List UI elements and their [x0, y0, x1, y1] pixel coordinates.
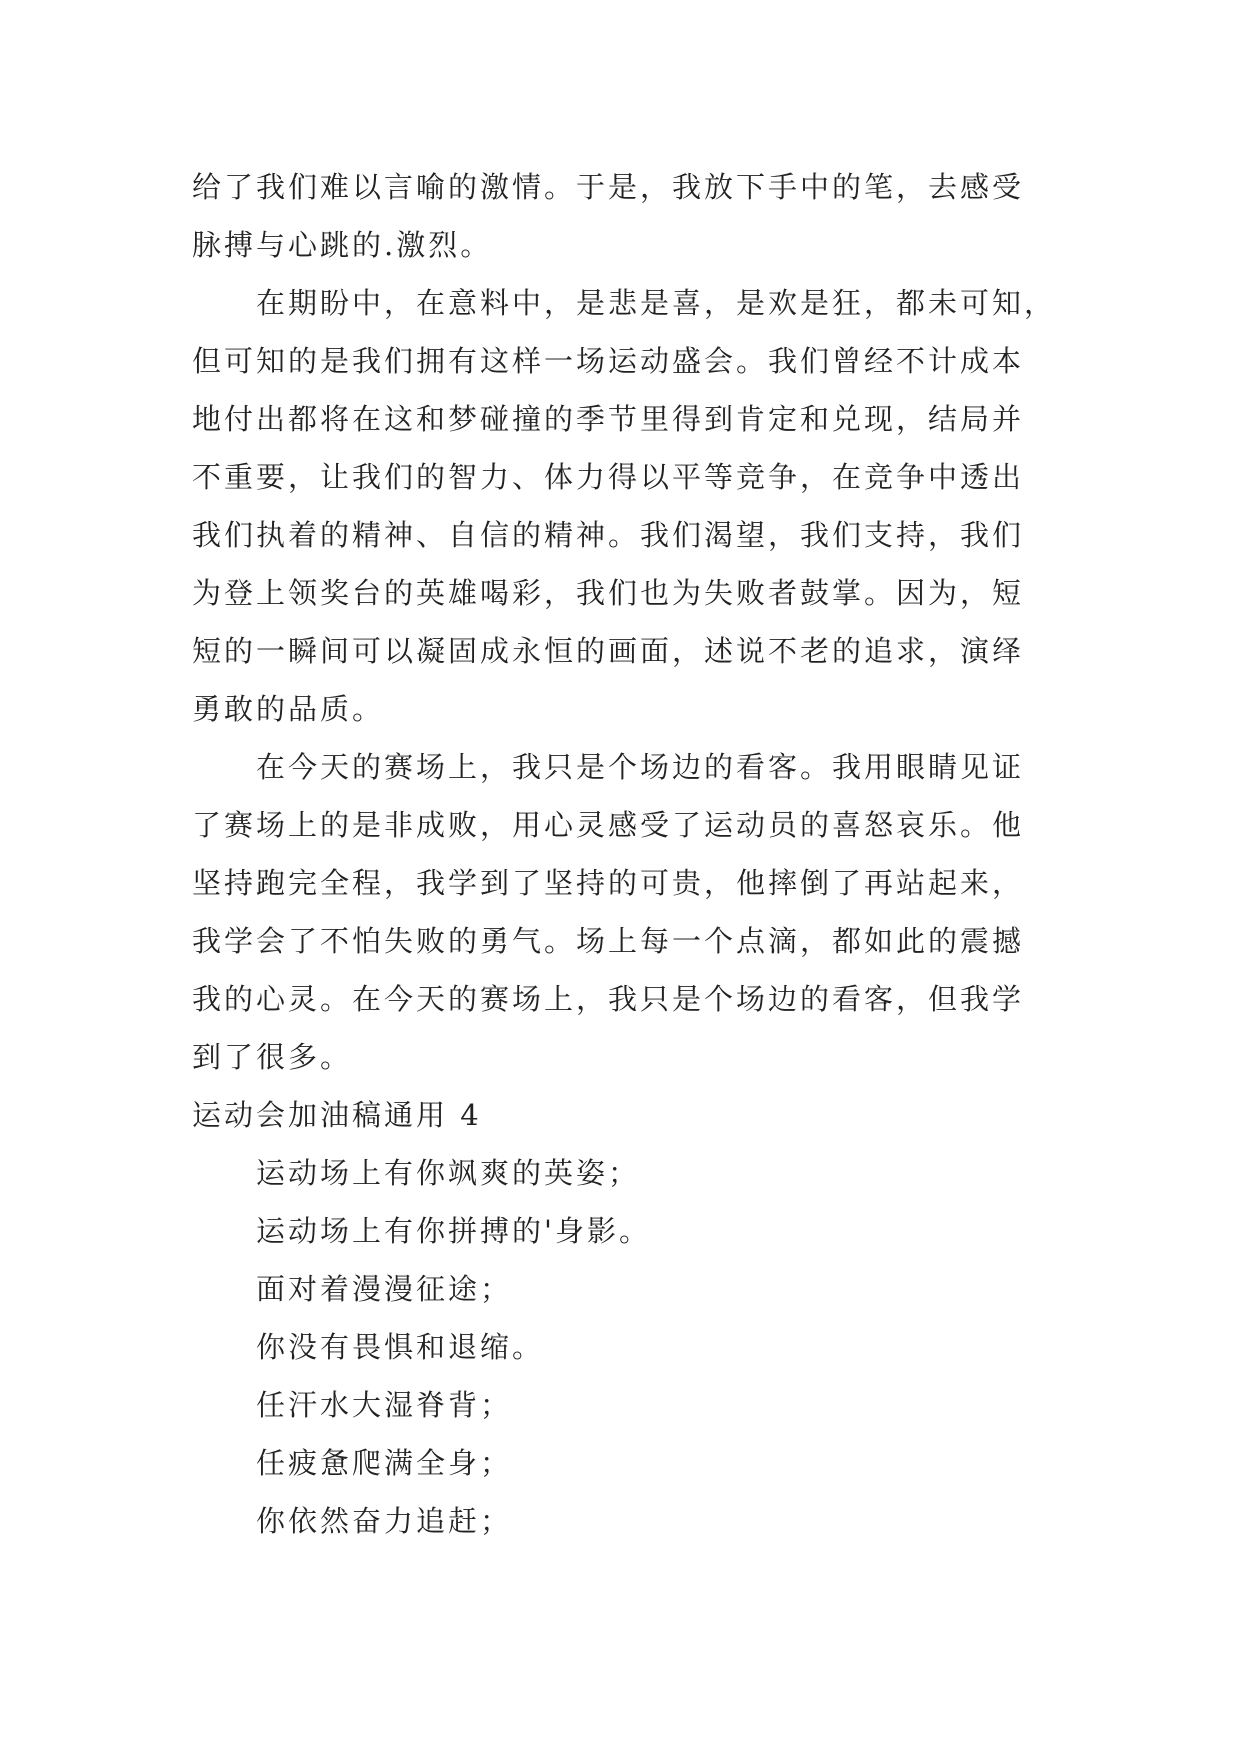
poem-line: 运动场上有你拼搏的'身影。: [256, 1214, 651, 1248]
poem-line: 面对着漫漫征途；: [256, 1272, 513, 1306]
poem-line: 你没有畏惧和退缩。: [256, 1330, 545, 1364]
poem-line: 你依然奋力追赶；: [256, 1504, 513, 1538]
poem-line: 运动场上有你飒爽的英姿；: [256, 1156, 641, 1190]
paragraph-line: 为登上领奖台的英雄喝彩，我们也为失败者鼓掌。因为，短: [192, 576, 1025, 610]
poem-line: 任疲惫爬满全身；: [256, 1446, 513, 1480]
section-heading: 运动会加油稿通用 4: [192, 1098, 482, 1132]
paragraph-line: 给了我们难以言喻的激情。于是，我放下手中的笔，去感受: [192, 170, 1025, 204]
paragraph-line: 我学会了不怕失败的勇气。场上每一个点滴，都如此的震撼: [192, 924, 1025, 958]
paragraph-line: 在今天的赛场上，我只是个场边的看客。我用眼睛见证: [256, 750, 1025, 784]
paragraph-line: 但可知的是我们拥有这样一场运动盛会。我们曾经不计成本: [192, 344, 1025, 378]
paragraph-line: 不重要，让我们的智力、体力得以平等竞争，在竞争中透出: [192, 460, 1025, 494]
poem-line: 任汗水大湿脊背；: [256, 1388, 513, 1422]
paragraph-line: 坚持跑完全程，我学到了坚持的可贵，他摔倒了再站起来，: [192, 866, 1025, 900]
paragraph-line: 到了很多。: [192, 1040, 353, 1074]
paragraph-line: 短的一瞬间可以凝固成永恒的画面，述说不老的追求，演绎: [192, 634, 1025, 668]
paragraph-line: 我们执着的精神、自信的精神。我们渴望，我们支持，我们: [192, 518, 1025, 552]
paragraph-line: 我的心灵。在今天的赛场上，我只是个场边的看客，但我学: [192, 982, 1025, 1016]
paragraph-line: 在期盼中，在意料中，是悲是喜，是欢是狂，都未可知，: [256, 286, 1057, 320]
paragraph-line: 勇敢的品质。: [192, 692, 385, 726]
document-body: [192, 158, 1057, 1550]
paragraph-line: 脉搏与心跳的.激烈。: [192, 228, 493, 262]
paragraph-line: 地付出都将在这和梦碰撞的季节里得到肯定和兑现，结局并: [192, 402, 1025, 436]
paragraph-line: 了赛场上的是非成败，用心灵感受了运动员的喜怒哀乐。他: [192, 808, 1025, 842]
